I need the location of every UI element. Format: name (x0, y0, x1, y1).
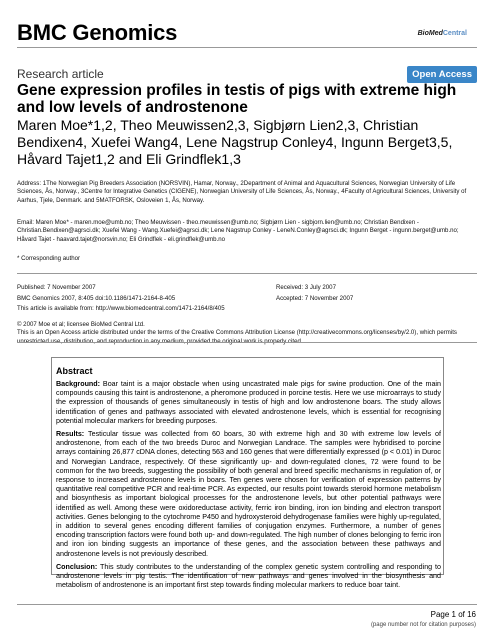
background-text: Boar taint is a major obstacle when using uncastrated male pigs for swine production. One of the main compounds causing this taint is androstenone, a pheromone produced in porcine testis. Here we use microarrays to study the expression of thousands of genes simultaneously in testis of high and low androstenone boars. The study allows identification of genes and pathways associated with elevated androstenone levels, which is essential for recognising potential molecular markers for breeding purposes. (56, 380, 441, 425)
conclusion-text: This study contributes to the understanding of the complex genetic system controlling and responding to androstenone levels in pig testis. The identification of new pathways and genes involved in the biosynthesis and metabolism of androstenone is an important first step towards finding molecular markers to reduce boar taint. (56, 562, 441, 590)
abstract-conclusion (56, 563, 441, 591)
published-date: Published: 7 November 2007 (17, 284, 96, 291)
results-text: Testicular tissue was collected from 60 boars, 30 with extreme high and 30 with extreme low levels of androstenone, from each of the two breeds Duroc and Norwegian Landrace. The samples were hybridised to porcine arrays containing 26,877 cDNA clones, detecting 563 and 160 genes that were differentially expressed (p < 0.01) in Duroc and Norwegian Landrace, respectively. Of these significantly up- and down-regulated clones, 72 were found to be common for the two breeds, suggesting the possibility of both general and breed specific mechanisms in regulation of, or response to increased androstenone levels in boars. Ten genes were chosen for verification of expression patterns by quantitative real competitive PCR and real-time PCR. As expected, our results point towards steroid hormone metabolism and biosynthesis as important biological processes for the androstenone levels, but other potential pathways were identified as well. Among these were oxidoreductase activity, ferric iron binding, iron ion binding and electron transport activities. Genes belonging to the cytochrome P450 and hydroxysteroid dehydrogenase families were highly up-regulated, in addition to several genes encoding different families of conjugation enzymes. Furthermore, a number of genes encoding transcription factors were found both up- and down-regulated. The high number of clones belonging to ferric iron and iron ion binding suggests an importance of these genes, and the association between these pathways and androstenone levels is not previously described. (56, 430, 441, 558)
citation: BMC Genomics 2007, 8:405 doi:10.1186/1471-2164-8-405 (17, 294, 176, 302)
footer-divider (17, 604, 477, 605)
abstract-background (56, 380, 441, 426)
article-type: Research article (17, 67, 104, 81)
header-divider (17, 47, 477, 48)
pub-dates-left (17, 283, 225, 315)
article-title: Gene expression profiles in testis of pigs with extreme high and low levels of androstenone (17, 82, 457, 116)
abstract-body (56, 380, 441, 594)
publisher-logo (418, 30, 467, 37)
abstract-heading: Abstract (56, 366, 93, 376)
open-access-badge: Open Access (407, 66, 477, 83)
conclusion-label: Conclusion: (56, 562, 98, 571)
affiliations: Address: 1The Norwegian Pig Breeders Association (NORSVIN), Hamar, Norway., 2Department of Animal and Aquacultural Sciences, Norwegian University of Life Sciences, Ås, Norway., 3Centre for Integrative Genetics (CIGENE), Norwegian University of Life Sciences, Ås, Norway., 4Faculty of Agricultural Sciences, University of Aarhus, Tjele, Denmark. and 5MATFORSK, Osloveien 1, Ås, Norway. (17, 180, 467, 204)
article-url[interactable]: This article is available from: http://www.biomedcentral.com/1471-2164/8/405 (17, 305, 225, 312)
publisher-logo-light: Central (442, 30, 467, 37)
accepted-date: Accepted: 7 November 2007 (276, 294, 354, 302)
publisher-logo-bold: BioMed (417, 30, 443, 37)
abstract-results (56, 430, 441, 559)
background-label: Background: (56, 380, 101, 388)
page-number: Page 1 of 16 (430, 610, 476, 619)
received-date: Received: 3 July 2007 (276, 284, 336, 291)
license-text: This is an Open Access article distributed under the terms of the Creative Commons Attribution License (http://creativecommons.org/licenses/by/2.0), which permits unrestricted use, distribution, and reproduction in any medium, provided the original work is properly cited. (17, 329, 457, 345)
page-header (0, 0, 493, 54)
journal-title: BMC Genomics (17, 20, 178, 45)
section-divider (17, 273, 477, 274)
copyright-line: © 2007 Moe et al; licensee BioMed Central Ltd. (17, 321, 145, 328)
page-note: (page number not for citation purposes) (370, 622, 476, 628)
pub-dates-right (276, 283, 353, 304)
email-list: Email: Maren Moe* - maren.moe@umb.no; Theo Meuwissen - theo.meuwissen@umb.no; Sigbjørn Lien - sigbjorn.lien@umb.no; Christian Bendixen - Christian.Bendixen@agrsci.dk; Xuefei Wang - Wang.Xuefei@agrsci.dk; Lene Nagstrup Conley - LeneN.Conley@agrsci.dk; Ingunn Berget - ingunn.berget@umb.no; Håvard Tajet - haavard.tajet@norsvin.no; Eli Grindflek - eli.grindflek@umb.no (17, 219, 459, 243)
author-list: Maren Moe*1,2, Theo Meuwissen2,3, Sigbjørn Lien2,3, Christian Bendixen4, Xuefei Wang4, Lene Nagstrup Conley4, Ingunn Berget3,5, Håvard Tajet1,2 and Eli Grindflek1,3 (17, 117, 453, 167)
corresponding-note: * Corresponding author (17, 255, 81, 262)
license-divider (17, 342, 477, 343)
results-label: Results: (56, 430, 85, 439)
abstract-box (51, 357, 444, 590)
